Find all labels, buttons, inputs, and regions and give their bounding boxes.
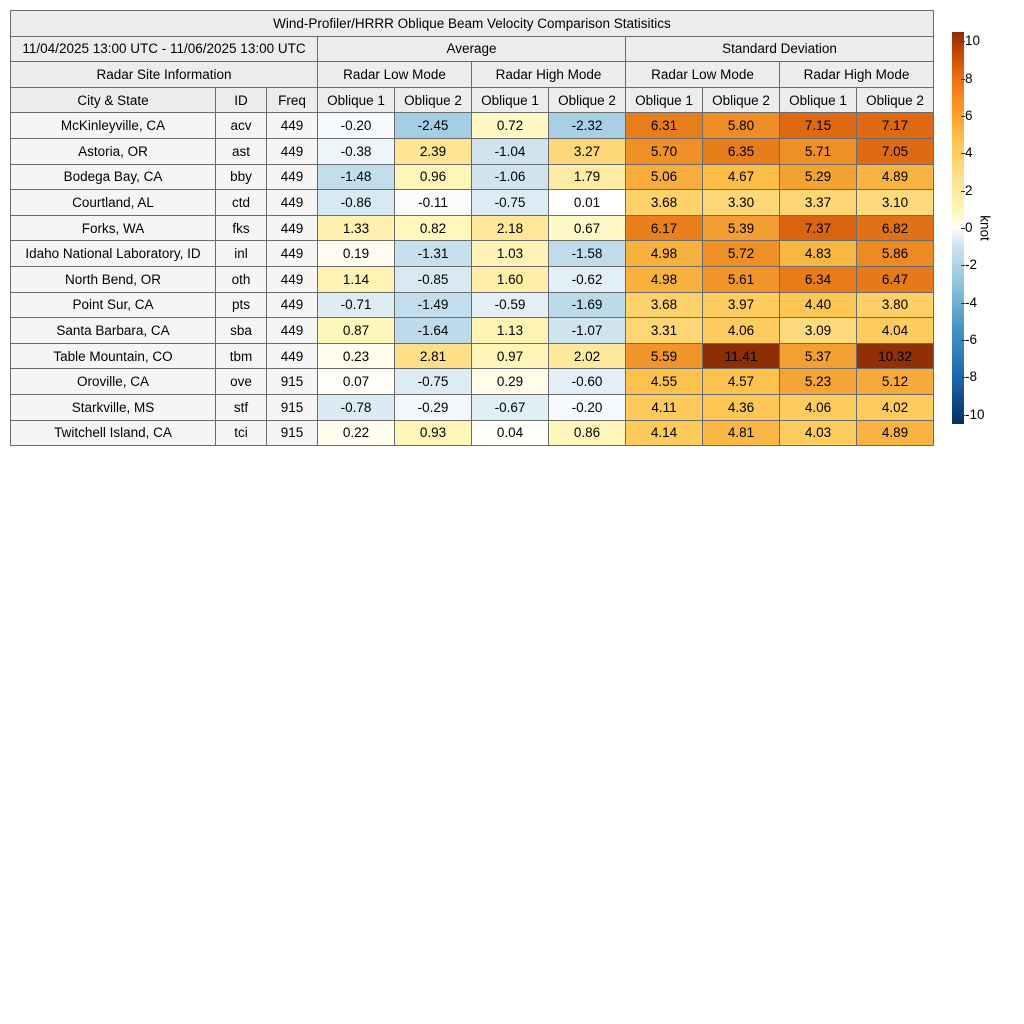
- table-row: [11, 369, 934, 395]
- site-freq-cell: 449: [267, 241, 318, 267]
- colorbar-tick-label: 6: [965, 108, 973, 123]
- value-cell: 4.04: [857, 318, 934, 344]
- value-cell: 0.07: [318, 369, 395, 395]
- value-cell: 4.67: [703, 164, 780, 190]
- site-city-cell: Oroville, CA: [11, 369, 216, 395]
- value-cell: 3.27: [549, 138, 626, 164]
- value-cell: -1.48: [318, 164, 395, 190]
- value-cell: 6.47: [857, 266, 934, 292]
- title-row: [11, 11, 934, 37]
- site-id-cell: tci: [216, 420, 267, 446]
- value-cell: 5.80: [703, 113, 780, 139]
- table-row: [11, 343, 934, 369]
- value-cell: 0.97: [472, 343, 549, 369]
- value-cell: 4.40: [780, 292, 857, 318]
- column-header: Oblique 2: [703, 87, 780, 113]
- colorbar-tick-label: 10: [965, 33, 981, 49]
- table-row: [11, 292, 934, 318]
- table-row: [11, 164, 934, 190]
- value-cell: 11.41: [703, 343, 780, 369]
- value-cell: 4.14: [626, 420, 703, 446]
- value-cell: 2.18: [472, 215, 549, 241]
- value-cell: 3.80: [857, 292, 934, 318]
- mode-header: Radar Low Mode: [626, 62, 780, 88]
- site-city-cell: Forks, WA: [11, 215, 216, 241]
- value-cell: -0.20: [318, 113, 395, 139]
- site-freq-cell: 449: [267, 266, 318, 292]
- value-cell: -0.59: [472, 292, 549, 318]
- table-title: Wind-Profiler/HRRR Oblique Beam Velocity Comparison Statisitics: [11, 11, 934, 37]
- site-city-cell: Courtland, AL: [11, 190, 216, 216]
- value-cell: 7.15: [780, 113, 857, 139]
- site-id-cell: pts: [216, 292, 267, 318]
- value-cell: 0.72: [472, 113, 549, 139]
- column-header: Oblique 1: [626, 87, 703, 113]
- site-freq-cell: 449: [267, 190, 318, 216]
- site-freq-cell: 915: [267, 420, 318, 446]
- value-cell: -1.58: [549, 241, 626, 267]
- site-freq-cell: 915: [267, 369, 318, 395]
- site-freq-cell: 449: [267, 138, 318, 164]
- value-cell: 0.04: [472, 420, 549, 446]
- table-row: [11, 215, 934, 241]
- mode-header: Radar High Mode: [472, 62, 626, 88]
- colorbar-label: knot: [977, 215, 993, 241]
- colorbar-tick-label: -6: [965, 332, 978, 347]
- site-id-cell: ast: [216, 138, 267, 164]
- site-city-cell: North Bend, OR: [11, 266, 216, 292]
- mode-row: [11, 62, 934, 88]
- site-freq-cell: 449: [267, 113, 318, 139]
- value-cell: -0.60: [549, 369, 626, 395]
- value-cell: -0.75: [395, 369, 472, 395]
- column-header-row: [11, 87, 934, 113]
- colorbar-tick-label: -8: [965, 369, 978, 385]
- column-header: Oblique 2: [857, 87, 934, 113]
- value-cell: -1.06: [472, 164, 549, 190]
- value-cell: -0.29: [395, 394, 472, 420]
- site-freq-cell: 915: [267, 394, 318, 420]
- table-row: [11, 318, 934, 344]
- value-cell: 5.06: [626, 164, 703, 190]
- colorbar-tick-label: 8: [965, 70, 973, 86]
- value-cell: 7.17: [857, 113, 934, 139]
- value-cell: 6.82: [857, 215, 934, 241]
- table-body: [11, 11, 934, 446]
- value-cell: 0.86: [549, 420, 626, 446]
- value-cell: -0.71: [318, 292, 395, 318]
- value-cell: 4.02: [857, 394, 934, 420]
- colorbar-tick-label: 0: [965, 220, 973, 235]
- table-row: [11, 420, 934, 446]
- value-cell: 5.39: [703, 215, 780, 241]
- site-city-cell: Starkville, MS: [11, 394, 216, 420]
- value-cell: 5.29: [780, 164, 857, 190]
- colorbar-tick-label: -4: [965, 294, 978, 310]
- value-cell: 3.10: [857, 190, 934, 216]
- site-city-cell: Table Mountain, CO: [11, 343, 216, 369]
- value-cell: 4.57: [703, 369, 780, 395]
- site-city-cell: Santa Barbara, CA: [11, 318, 216, 344]
- value-cell: -0.62: [549, 266, 626, 292]
- colorbar-tick-label: 4: [965, 145, 973, 161]
- site-city-cell: Point Sur, CA: [11, 292, 216, 318]
- value-cell: 1.03: [472, 241, 549, 267]
- value-cell: 1.14: [318, 266, 395, 292]
- value-cell: 4.98: [626, 241, 703, 267]
- value-cell: 3.37: [780, 190, 857, 216]
- value-cell: 0.93: [395, 420, 472, 446]
- value-cell: 5.71: [780, 138, 857, 164]
- value-cell: 4.11: [626, 394, 703, 420]
- site-id-cell: oth: [216, 266, 267, 292]
- value-cell: 4.06: [703, 318, 780, 344]
- value-cell: 4.89: [857, 164, 934, 190]
- mode-header: Radar Low Mode: [318, 62, 472, 88]
- comparison-table: [10, 10, 934, 446]
- site-id-cell: bby: [216, 164, 267, 190]
- table-row: [11, 113, 934, 139]
- value-cell: 1.13: [472, 318, 549, 344]
- value-cell: 6.17: [626, 215, 703, 241]
- value-cell: 7.37: [780, 215, 857, 241]
- value-cell: 4.03: [780, 420, 857, 446]
- value-cell: 5.72: [703, 241, 780, 267]
- date-range: 11/04/2025 13:00 UTC - 11/06/2025 13:00 UTC: [11, 36, 318, 62]
- value-cell: 5.86: [857, 241, 934, 267]
- colorbar-tick-label: -10: [965, 406, 985, 422]
- value-cell: -2.32: [549, 113, 626, 139]
- value-cell: 5.23: [780, 369, 857, 395]
- value-cell: -0.20: [549, 394, 626, 420]
- site-city-cell: Astoria, OR: [11, 138, 216, 164]
- value-cell: 4.98: [626, 266, 703, 292]
- column-header: ID: [216, 87, 267, 113]
- value-cell: -0.11: [395, 190, 472, 216]
- site-freq-cell: 449: [267, 164, 318, 190]
- value-cell: -0.86: [318, 190, 395, 216]
- value-cell: -1.49: [395, 292, 472, 318]
- value-cell: 0.29: [472, 369, 549, 395]
- value-cell: 3.68: [626, 190, 703, 216]
- value-cell: 4.36: [703, 394, 780, 420]
- value-cell: 0.87: [318, 318, 395, 344]
- group-row: [11, 36, 934, 62]
- value-cell: 0.96: [395, 164, 472, 190]
- column-header: Oblique 1: [318, 87, 395, 113]
- site-city-cell: Twitchell Island, CA: [11, 420, 216, 446]
- table-row: [11, 394, 934, 420]
- value-cell: 6.35: [703, 138, 780, 164]
- value-cell: -1.69: [549, 292, 626, 318]
- table-row: [11, 241, 934, 267]
- site-info-header: Radar Site Information: [11, 62, 318, 88]
- value-cell: 1.33: [318, 215, 395, 241]
- site-freq-cell: 449: [267, 343, 318, 369]
- value-cell: -1.64: [395, 318, 472, 344]
- value-cell: -1.31: [395, 241, 472, 267]
- column-header: Oblique 1: [780, 87, 857, 113]
- column-header: Oblique 2: [549, 87, 626, 113]
- site-freq-cell: 449: [267, 215, 318, 241]
- site-city-cell: McKinleyville, CA: [11, 113, 216, 139]
- column-header: Oblique 2: [395, 87, 472, 113]
- value-cell: 2.02: [549, 343, 626, 369]
- colorbar-tick-label: 2: [965, 182, 973, 198]
- site-id-cell: inl: [216, 241, 267, 267]
- value-cell: 5.37: [780, 343, 857, 369]
- value-cell: 5.61: [703, 266, 780, 292]
- site-id-cell: tbm: [216, 343, 267, 369]
- value-cell: 4.83: [780, 241, 857, 267]
- value-cell: 1.60: [472, 266, 549, 292]
- value-cell: 4.55: [626, 369, 703, 395]
- mode-header: Radar High Mode: [780, 62, 934, 88]
- value-cell: -0.67: [472, 394, 549, 420]
- value-cell: 5.70: [626, 138, 703, 164]
- value-cell: 5.12: [857, 369, 934, 395]
- value-cell: -0.75: [472, 190, 549, 216]
- value-cell: -0.38: [318, 138, 395, 164]
- colorbar-tick-label: -2: [965, 257, 978, 273]
- column-header: Freq: [267, 87, 318, 113]
- group-standard-deviation: Standard Deviation: [626, 36, 934, 62]
- site-freq-cell: 449: [267, 318, 318, 344]
- value-cell: 1.79: [549, 164, 626, 190]
- value-cell: 0.82: [395, 215, 472, 241]
- site-freq-cell: 449: [267, 292, 318, 318]
- value-cell: 10.32: [857, 343, 934, 369]
- value-cell: 4.81: [703, 420, 780, 446]
- value-cell: 6.34: [780, 266, 857, 292]
- value-cell: 3.30: [703, 190, 780, 216]
- table-row: [11, 266, 934, 292]
- site-id-cell: ctd: [216, 190, 267, 216]
- table-row: [11, 190, 934, 216]
- value-cell: -1.07: [549, 318, 626, 344]
- column-header: City & State: [11, 87, 216, 113]
- value-cell: 0.19: [318, 241, 395, 267]
- value-cell: -1.04: [472, 138, 549, 164]
- value-cell: -0.85: [395, 266, 472, 292]
- value-cell: 3.09: [780, 318, 857, 344]
- group-average: Average: [318, 36, 626, 62]
- site-id-cell: fks: [216, 215, 267, 241]
- value-cell: 3.97: [703, 292, 780, 318]
- site-city-cell: Bodega Bay, CA: [11, 164, 216, 190]
- site-city-cell: Idaho National Laboratory, ID: [11, 241, 216, 267]
- site-id-cell: sba: [216, 318, 267, 344]
- site-id-cell: acv: [216, 113, 267, 139]
- value-cell: 7.05: [857, 138, 934, 164]
- value-cell: 2.81: [395, 343, 472, 369]
- table-row: [11, 138, 934, 164]
- value-cell: 0.67: [549, 215, 626, 241]
- value-cell: 3.68: [626, 292, 703, 318]
- site-id-cell: ove: [216, 369, 267, 395]
- column-header: Oblique 1: [472, 87, 549, 113]
- value-cell: 4.06: [780, 394, 857, 420]
- value-cell: -0.78: [318, 394, 395, 420]
- value-cell: 2.39: [395, 138, 472, 164]
- value-cell: 6.31: [626, 113, 703, 139]
- value-cell: 0.22: [318, 420, 395, 446]
- value-cell: 0.01: [549, 190, 626, 216]
- value-cell: 5.59: [626, 343, 703, 369]
- value-cell: 0.23: [318, 343, 395, 369]
- value-cell: 3.31: [626, 318, 703, 344]
- value-cell: -2.45: [395, 113, 472, 139]
- value-cell: 4.89: [857, 420, 934, 446]
- site-id-cell: stf: [216, 394, 267, 420]
